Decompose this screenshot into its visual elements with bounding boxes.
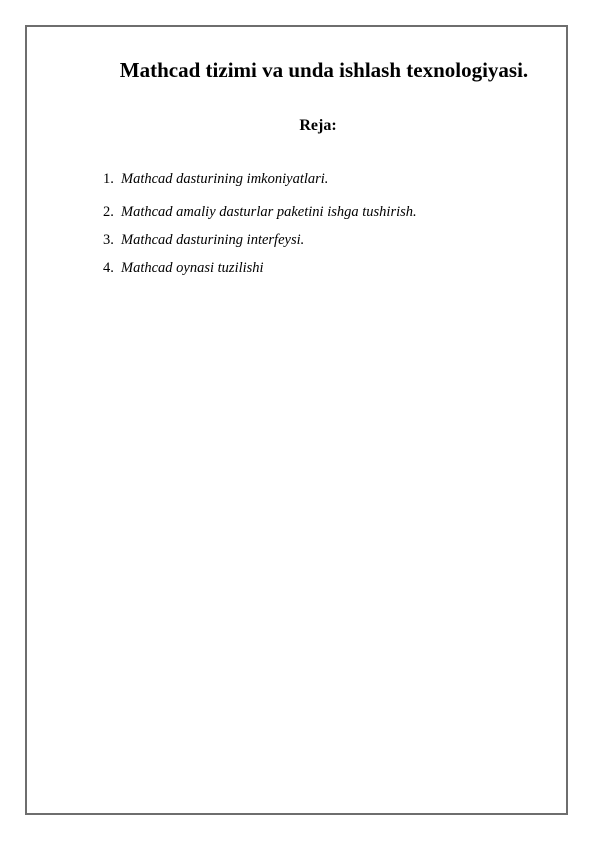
plan-item-3 <box>103 231 304 249</box>
plan-item-number: 2. <box>103 204 114 220</box>
plan-item-1 <box>103 170 328 188</box>
plan-item-number: 3. <box>103 232 114 248</box>
plan-item-4 <box>103 259 264 277</box>
plan-item-text: Mathcad dasturining imkoniyatlari. <box>121 171 329 187</box>
page-frame <box>25 25 568 815</box>
plan-item-number: 1. <box>103 171 114 187</box>
document-title: Mathcad tizimi va unda ishlash texnologiyasi. <box>119 58 529 82</box>
plan-item-text: Mathcad oynasi tuzilishi <box>121 260 264 276</box>
plan-item-number: 4. <box>103 260 114 276</box>
plan-heading: Reja: <box>299 117 337 134</box>
plan-item-text: Mathcad dasturining interfeysi. <box>121 232 305 248</box>
plan-item-text: Mathcad amaliy dasturlar paketini ishga tushirish. <box>121 204 417 220</box>
plan-item-2 <box>103 203 417 221</box>
